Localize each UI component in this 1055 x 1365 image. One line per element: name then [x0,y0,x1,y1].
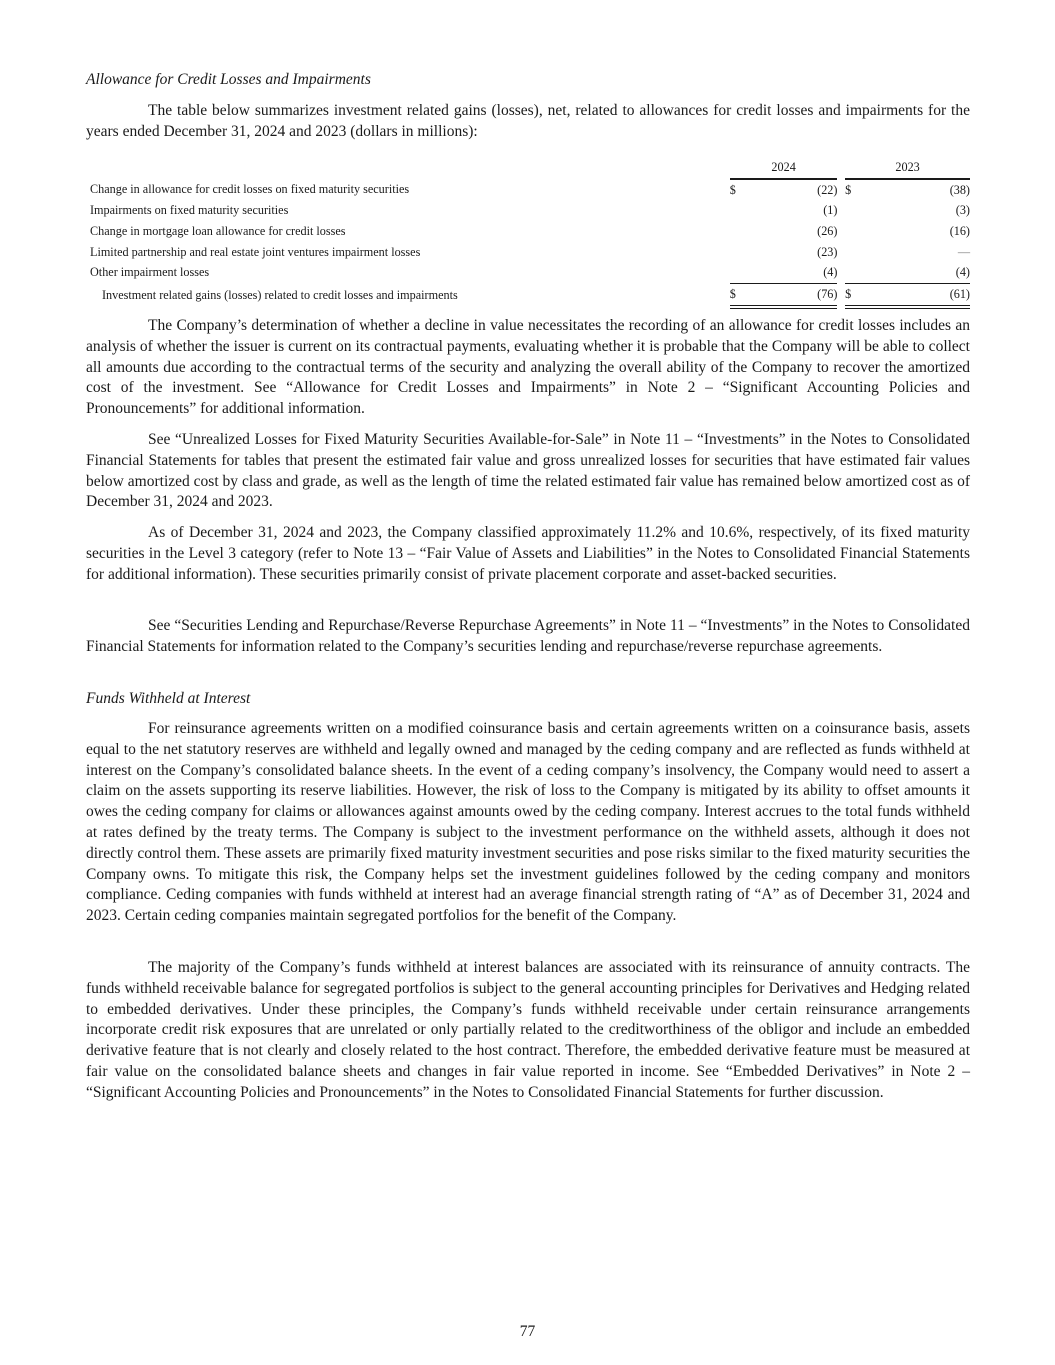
currency-symbol: $ [729,182,736,197]
column-header-2023: 2023 [845,157,970,179]
table-total-row [86,283,970,306]
currency-symbol [730,201,749,222]
currency-symbol [730,242,749,263]
table-row [86,221,970,242]
currency-symbol [845,201,864,222]
paragraph-level3: As of December 31, 2024 and 2023, the Company classified approximately 11.2% and 10.6%, respectively, of its fixed maturity securities in the Level 3 category (refer to Note 13 – “Fair Value of Assets and Liabilities” in the Notes to Consolidated Financial Statements for additional information). These securities primarily consist of private placement corporate and asset-backed securities. [86,524,970,583]
row-label: Change in allowance for credit losses on fixed maturity securities [90,182,410,197]
row-label: Change in mortgage loan allowance for credit losses [90,223,346,238]
table-row [86,179,970,201]
paragraph-unrealized-losses: See “Unrealized Losses for Fixed Maturity Securities Available-for-Sale” in Note 11 – “Investments” in the Notes to Consolidated Financial Statements for tables that present the estimated fair value and gross unrealized losses for securities that have estimated fair values below amortized cost by class and grade, as well as the length of time the related estimated fair value has remained below amortized cost as of December 31, 2024 and 2023. [86,431,970,511]
currency-symbol [845,221,864,242]
paragraph-annuity-contracts: The majority of the Company’s funds withheld at interest balances are associated with its reinsurance of annuity contracts. The funds withheld receivable balance for segregated portfolios is subject to the general accounting principles for Derivatives and Hedging related to embedded derivatives. Under these principles, the Company’s funds withheld receivable under certain reinsurance arrangements incorporate credit risk exposures that are unrelated or only partially related to the creditworthiness of the obligor and include an embedded derivative feature that is not clearly and closely related to the host contract. Therefore, the embedded derivative feature must be measured at fair value on the consolidated balance sheets and changes in fair value reported in income. See “Embedded Derivatives” in Note 2 – “Significant Accounting Policies and Pronouncements” in the Notes to Consolidated Financial Statements for further discussion. [86,959,970,1101]
table-row [86,242,970,263]
page-number: 77 [519,1323,536,1340]
total-2023: (61) [864,283,970,306]
value-2023: — [957,244,970,259]
table-row [86,262,970,283]
column-header-2024: 2024 [730,157,838,179]
table-row [86,201,970,222]
currency-symbol [845,262,864,283]
value-2023: (38) [949,182,970,197]
value-2023: (3) [955,203,970,218]
currency-symbol: $ [845,182,852,197]
currency-symbol [730,221,749,242]
row-label: Impairments on fixed maturity securities [90,203,289,218]
intro-paragraph: The table below summarizes investment related gains (losses), net, related to allowances for credit losses and impairments for the years ended December 31, 2024 and 2023 (dollars in millions): [86,102,970,140]
currency-symbol [730,262,749,283]
total-2024: (76) [749,283,837,306]
row-label: Limited partnership and real estate joint ventures impairment losses [90,244,421,259]
paragraph-securities-lending: See “Securities Lending and Repurchase/Reverse Repurchase Agreements” in Note 11 – “Investments” in the Notes to Consolidated Financial Statements for information related to the Company’s securities lending and repurchase/reverse repurchase agreements. [86,617,970,655]
value-2024: (23) [817,244,838,259]
credit-losses-table [86,157,970,309]
currency-symbol [845,242,864,263]
section-heading-funds-withheld: Funds Withheld at Interest [86,690,251,707]
value-2024: (22) [817,182,838,197]
value-2024: (4) [823,265,838,280]
total-label: Investment related gains (losses) related to credit losses and impairments [102,287,458,302]
row-label: Other impairment losses [90,265,210,280]
value-2024: (26) [817,223,838,238]
section-heading-allowance: Allowance for Credit Losses and Impairments [86,71,371,88]
paragraph-reinsurance-agreements: For reinsurance agreements written on a modified coinsurance basis and certain agreements written on a coinsurance basis, assets equal to the net statutory reserves are withheld and legally owned and managed by the ceding company and are reflected as funds withheld at interest on the Company’s consolidated balance sheets. In the event of a ceding company’s insolvency, the Company would need to assert a claim on the assets supporting its reserve liabilities. However, the risk of loss to the Company is mitigated by its ability to offset amounts it owes the ceding company for claims or allowances against amounts owed by the ceding company. Interest accrues to the total funds withheld at rates defined by the treaty terms. The Company is subject to the investment performance on the withheld assets, although it does not directly control them. These assets are primarily fixed maturity investment securities and pose risks similar to the fixed maturity securities the Company owns. To mitigate this risk, the Company helps set the investment guidelines followed by the ceding company and monitors compliance. Ceding companies with funds withheld at interest had an average financial strength rating of “A” as of December 31, 2024 and 2023. Certain ceding companies maintain segregated portfolios for the benefit of the Company. [86,720,970,925]
table-header-row [86,157,970,179]
currency-symbol: $ [730,283,749,306]
value-2023: (4) [955,265,970,280]
currency-symbol: $ [845,283,864,306]
value-2023: (16) [949,223,970,238]
value-2024: (1) [823,203,838,218]
paragraph-determination: The Company’s determination of whether a decline in value necessitates the recording of an allowance for credit losses includes an analysis of whether the issuer is current on its contractual payments, evaluating whether it is probable that the Company will be able to collect all amounts due according to the contractual terms of the security and analyzing the overall ability of the Company to recover the amortized cost of the investment. See “Allowance for Credit Losses and Impairments” in Note 2 – “Significant Accounting Policies and Pronouncements” for additional information. [86,317,970,418]
